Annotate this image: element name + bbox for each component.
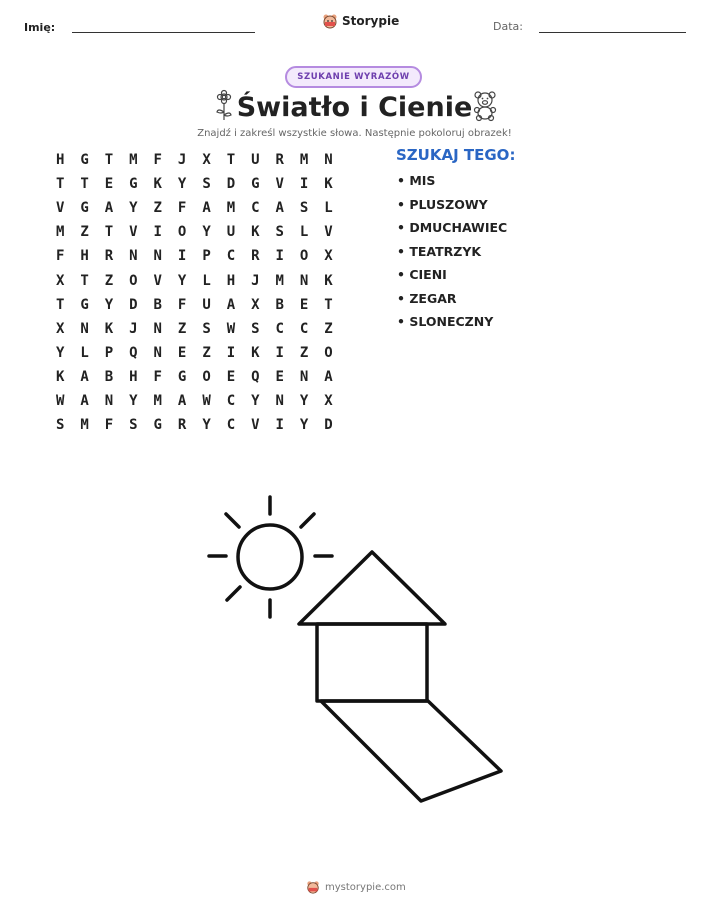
grid-letter[interactable]: V [251,417,260,434]
grid-letter[interactable]: Q [129,344,138,361]
grid-letter[interactable]: X [251,296,260,313]
grid-letter[interactable]: F [177,200,187,217]
grid-letter[interactable]: I [153,224,162,241]
grid-letter[interactable]: G [80,152,89,169]
grid-letter[interactable]: A [275,200,284,217]
grid-letter[interactable]: C [251,200,260,217]
grid-letter[interactable]: N [153,248,162,265]
grid-letter[interactable]: R [104,248,114,265]
grid-letter[interactable]: V [55,200,65,217]
shadow-shape [321,701,501,801]
grid-letter[interactable]: V [129,224,138,241]
page-title: Światło i Cienie [236,92,473,123]
grid-letter[interactable]: W [226,320,236,337]
grid-letter[interactable]: S [299,200,309,217]
grid-letter[interactable]: T [226,152,236,169]
grid-letter[interactable]: X [55,272,65,289]
grid-letter[interactable]: F [55,248,65,265]
grid-letter[interactable]: L [202,272,211,289]
grid-letter[interactable]: Y [55,344,65,361]
grid-letter[interactable]: A [80,368,89,385]
grid-letter[interactable]: J [177,152,187,169]
grid-letter[interactable]: S [275,224,284,241]
grid-letter[interactable]: B [104,368,114,385]
grid-letter[interactable]: K [104,320,114,337]
instructions: Znajdź i zakreśl wszystkie słowa. Następnie pokoloruj obrazek! [197,128,512,139]
grid-letter[interactable]: S [251,320,260,337]
grid-letter[interactable]: L [80,344,89,361]
grid-letter[interactable]: K [251,344,260,361]
grid-letter[interactable]: C [226,248,236,265]
grid-letter[interactable]: O [129,272,138,289]
grid-letter[interactable]: H [226,272,236,289]
brand-name: Storypie [342,14,400,28]
grid-letter[interactable]: L [299,224,309,241]
grid-letter[interactable]: J [251,272,260,289]
grid-letter[interactable]: T [80,176,89,193]
grid-letter[interactable]: E [275,368,284,385]
grid-letter[interactable]: D [226,176,236,193]
grid-letter[interactable]: N [104,392,114,409]
grid-letter[interactable]: S [202,320,211,337]
grid-letter[interactable]: G [80,200,89,217]
grid-letter[interactable]: A [80,392,89,409]
grid-letter[interactable]: J [129,320,138,337]
grid-letter[interactable]: T [104,152,114,169]
grid-letter[interactable]: R [251,248,260,265]
grid-letter[interactable]: B [275,296,284,313]
grid-letter[interactable]: P [104,344,114,361]
grid-letter[interactable]: X [324,392,333,409]
grid-letter[interactable]: Z [177,320,187,337]
grid-letter[interactable]: D [129,296,138,313]
grid-letter[interactable]: T [104,224,114,241]
grid-letter[interactable]: Y [202,224,211,241]
grid-letter[interactable]: X [324,248,333,265]
grid-letter[interactable]: W [55,392,65,409]
word-item: • CIENI [397,267,447,282]
grid-letter[interactable]: U [226,224,236,241]
grid-letter[interactable]: N [153,320,162,337]
grid-letter[interactable]: S [129,417,138,434]
grid-letter[interactable]: Y [299,417,309,434]
date-label: Data: [493,20,523,33]
grid-letter[interactable]: F [104,417,114,434]
grid-letter[interactable]: Q [251,368,260,385]
grid-letter[interactable]: I [275,248,284,265]
grid-letter[interactable]: Y [251,392,260,409]
grid-letter[interactable]: E [226,368,236,385]
grid-letter[interactable]: I [226,344,236,361]
grid-letter[interactable]: S [202,176,211,193]
grid-letter[interactable]: H [129,368,138,385]
grid-letter[interactable]: T [324,296,333,313]
grid-letter[interactable]: I [275,417,284,434]
grid-letter[interactable]: T [55,296,65,313]
grid-letter[interactable]: F [177,296,187,313]
grid-letter[interactable]: E [104,176,114,193]
grid-letter[interactable]: G [80,296,89,313]
grid-letter[interactable]: A [104,200,114,217]
bear-logo-icon [306,880,320,894]
grid-letter[interactable]: U [251,152,260,169]
grid-letter[interactable]: Y [104,296,114,313]
grid-letter[interactable]: A [226,296,236,313]
grid-letter[interactable]: D [324,417,333,434]
grid-letter[interactable]: M [275,272,284,289]
grid-letter[interactable]: M [80,417,89,434]
grid-letter[interactable]: N [153,344,162,361]
grid-letter[interactable]: Y [299,392,309,409]
grid-letter[interactable]: K [251,224,260,241]
footer [306,880,406,894]
word-item: • ZEGAR [397,290,457,306]
grid-letter[interactable]: M [153,392,162,409]
grid-letter[interactable]: V [153,272,162,289]
grid-letter[interactable]: R [275,152,284,169]
grid-letter[interactable]: F [153,368,162,385]
grid-letter[interactable]: C [226,417,236,434]
grid-letter[interactable]: E [299,296,309,313]
grid-letter[interactable]: Y [202,417,211,434]
grid-letter[interactable]: K [153,176,162,193]
grid-letter[interactable]: M [129,152,138,169]
grid-letter[interactable]: K [55,368,65,385]
grid-letter[interactable]: H [55,152,65,169]
grid-letter[interactable]: K [324,272,333,289]
grid-letter[interactable]: G [129,176,138,193]
grid-letter[interactable]: Y [129,200,138,217]
grid-letter[interactable]: N [299,368,309,385]
grid-letter[interactable]: F [153,152,162,169]
grid-letter[interactable]: Z [324,320,333,337]
grid-letter[interactable]: W [202,392,211,409]
grid-letter[interactable]: T [55,176,65,193]
grid-letter[interactable]: M [299,152,309,169]
word-item: • TEATRZYK [397,243,482,259]
grid-letter[interactable]: L [324,200,333,217]
grid-letter[interactable]: N [129,248,138,265]
grid-letter[interactable]: K [324,176,333,193]
grid-letter[interactable]: V [275,176,284,193]
grid-letter[interactable]: Y [177,176,187,193]
grid-letter[interactable]: N [299,272,309,289]
grid-letter[interactable]: Z [80,224,89,241]
grid-letter[interactable]: Z [299,344,309,361]
grid-letter[interactable]: C [226,392,236,409]
grid-letter[interactable]: O [202,368,211,385]
grid-letter[interactable]: V [324,224,333,241]
grid-letter[interactable]: G [251,176,260,193]
word-item: • SLONECZNY [397,314,494,329]
word-list-title: SZUKAJ TEGO: [396,146,516,164]
grid-letter[interactable]: N [80,320,89,337]
grid-letter[interactable]: R [177,417,187,434]
worksheet-type-badge: SZUKANIE WYRAZÓW [285,66,422,88]
word-item: • PLUSZOWY [397,196,488,212]
grid-letter[interactable]: G [177,368,187,385]
grid-letter[interactable]: S [55,417,65,434]
name-label: Imię: [24,21,56,34]
grid-letter[interactable]: Z [153,200,162,217]
grid-letter[interactable]: T [80,272,89,289]
grid-letter[interactable]: M [55,224,65,241]
grid-letter[interactable]: Y [177,272,187,289]
grid-letter[interactable]: N [324,152,333,169]
footer-url: mystorypie.com [325,881,406,893]
grid-letter[interactable]: N [275,392,284,409]
grid-letter[interactable]: H [80,248,89,265]
grid-letter[interactable]: O [324,344,333,361]
grid-letter[interactable]: C [299,320,309,337]
grid-letter[interactable]: U [202,296,211,313]
grid-letter[interactable]: X [202,152,211,169]
grid-letter[interactable]: X [55,320,65,337]
grid-letter[interactable]: Z [202,344,211,361]
grid-letter[interactable]: O [177,224,187,241]
sun-icon [209,497,332,617]
grid-letter[interactable]: I [299,176,309,193]
grid-letter[interactable]: E [177,344,187,361]
grid-letter[interactable]: C [275,320,284,337]
grid-letter[interactable]: O [299,248,309,265]
grid-letter[interactable]: Y [129,392,138,409]
grid-letter[interactable]: Z [104,272,114,289]
grid-letter[interactable]: M [226,200,236,217]
grid-letter[interactable]: A [324,368,333,385]
grid-letter[interactable]: I [275,344,284,361]
grid-letter[interactable]: A [177,392,187,409]
grid-letter[interactable]: G [153,417,162,434]
grid-letter[interactable]: B [153,296,162,313]
grid-letter[interactable]: P [202,248,211,265]
house-icon [299,552,445,701]
word-item: • DMUCHAWIEC [397,220,508,235]
grid-letter[interactable]: A [202,200,211,217]
word-item: • MIS [397,173,436,188]
grid-letter[interactable]: I [177,248,187,265]
